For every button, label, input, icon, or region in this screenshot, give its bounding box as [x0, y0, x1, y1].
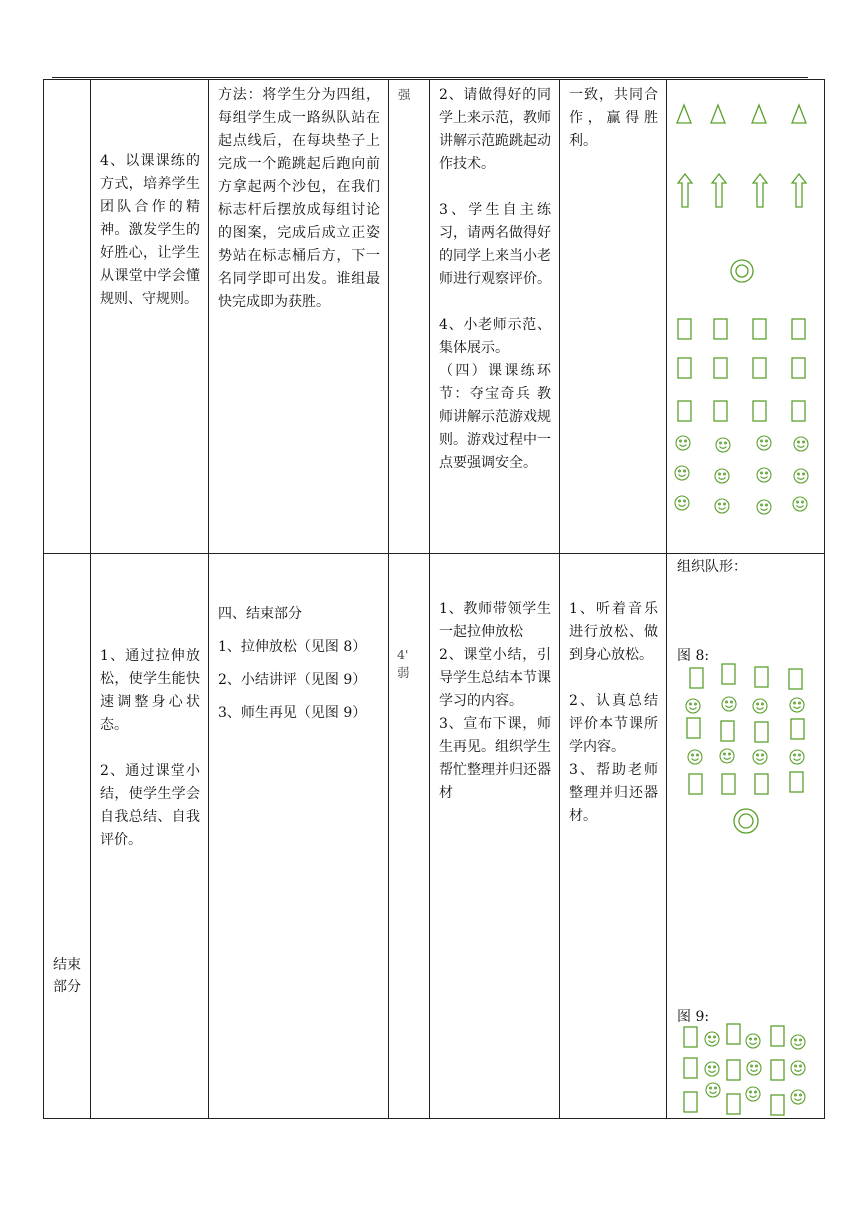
teacher-cell	[430, 80, 560, 554]
up-arrow-icon	[678, 174, 806, 207]
part-cell	[44, 554, 91, 1119]
relay-formation-svg	[667, 80, 825, 553]
goals-cell	[91, 554, 209, 1119]
mat-square-icon	[678, 319, 805, 421]
figure-9-label: 图 9:	[677, 1009, 710, 1025]
content-item: 2、小结讲评（见图 9）	[218, 672, 367, 688]
teacher-step: 4、小老师示范、集体展示。	[439, 317, 551, 356]
target-icon	[731, 260, 753, 282]
formation-diagram-ending	[667, 554, 824, 1118]
part-label: 结束部分	[53, 957, 81, 995]
teacher-step: 3、宣布下课，师生再见。组织学生帮忙整理并归还器材	[439, 716, 551, 801]
content-item: 3、师生再见（见图 9）	[218, 705, 367, 721]
formation-cell	[667, 554, 825, 1119]
teacher-step: 1、教师带领学生一起拉伸放松	[439, 601, 551, 640]
formation-cell	[667, 80, 825, 554]
time-text: 4'	[397, 647, 409, 662]
student-cell	[560, 554, 667, 1119]
teacher-cell	[430, 554, 560, 1119]
student-text: 3、帮助老师整理并归还器材。	[569, 762, 658, 824]
goal-text: 2、通过课堂小结，使学生学会自我总结、自我评价。	[100, 763, 200, 848]
goal-text: 1、通过拉伸放松，使学生能快速调整身心状态。	[100, 648, 200, 733]
part-cell	[44, 80, 91, 554]
triangle-marker-icon	[677, 105, 806, 123]
method-text: 方法：将学生分为四组，每组学生成一路纵队站在起点线后，在每块垫子上完成一个跪跳起后跑向前方拿起两个沙包，在我们标志杆后摆放成每组讨论的图案，完成后成立正姿势站在标志桶后方，下一名同学即可出发。谁组最快完成即为获胜。	[218, 87, 380, 310]
target-icon	[734, 809, 758, 833]
student-text: 一致，共同合作，赢得胜利。	[569, 87, 658, 149]
intensity-text: 弱	[397, 665, 410, 680]
teacher-step: 3、学生自主练习，请两名做得好的同学上来当小老师进行观察评价。	[439, 202, 551, 287]
teacher-step: 2、课堂小结，引导学生总结本节课学习的内容。	[439, 647, 551, 709]
student-cell	[560, 80, 667, 554]
goals-cell	[91, 80, 209, 554]
goal-text: 4、以课课练的方式，培养学生团队合作的精神。激发学生的好胜心，让学生从课堂中学会懂规则、守规则。	[100, 153, 200, 307]
student-smiley-icon	[686, 697, 805, 1104]
table-row-practice	[44, 80, 825, 554]
figure-8-label: 图 8:	[677, 648, 710, 664]
content-title: 四、结束部分	[218, 606, 302, 622]
formation-title: 组织队形：	[677, 559, 747, 575]
formation-diagram-relay	[667, 80, 824, 553]
teacher-step: （四）课课练环节：夺宝奇兵 教师讲解示范游戏规则。游戏过程中一点要强调安全。	[439, 363, 551, 471]
content-item: 1、拉伸放松（见图 8）	[218, 639, 367, 655]
intensity-cell	[389, 80, 430, 554]
mat-square-icon	[684, 664, 804, 1115]
top-rule	[52, 77, 808, 78]
student-text: 1、听着音乐进行放松、做到身心放松。	[569, 601, 658, 663]
table-row-ending	[44, 554, 825, 1119]
content-cell	[209, 80, 389, 554]
time-cell	[389, 554, 430, 1119]
content-cell	[209, 554, 389, 1119]
ending-formation-svg	[667, 554, 825, 1154]
lesson-plan-table	[43, 79, 825, 1119]
student-text: 2、认真总结评价本节课所学内容。	[569, 693, 658, 755]
student-smiley-icon	[675, 436, 808, 514]
intensity-text: 强	[398, 87, 411, 102]
teacher-step: 2、请做得好的同学上来示范，教师讲解示范跪跳起动作技术。	[439, 87, 551, 172]
